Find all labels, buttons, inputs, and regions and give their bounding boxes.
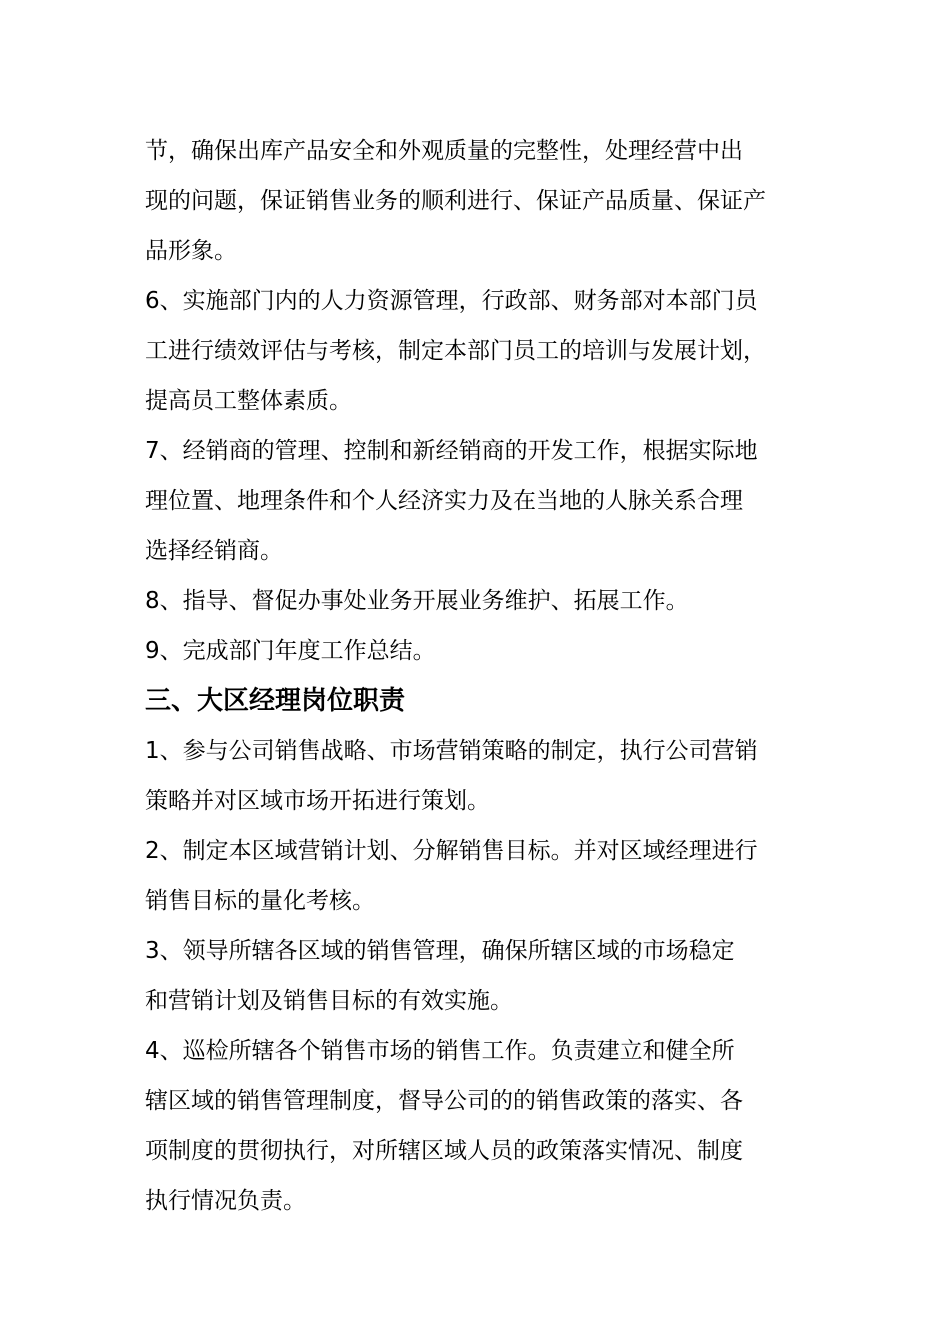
section-heading: 三、大区经理岗位职责 (145, 686, 406, 716)
text-line: 品形象。 (145, 238, 237, 264)
text-line: 提高员工整体素质。 (145, 388, 352, 414)
document-page (145, 126, 815, 1226)
paragraph-item-3 (145, 926, 815, 1026)
paragraph-item-9 (145, 626, 815, 676)
text-line: 9、完成部门年度工作总结。 (145, 638, 436, 664)
text-line: 理位置、地理条件和个人经济实力及在当地的人脉关系合理 (145, 488, 743, 514)
text-line: 4、巡检所辖各个销售市场的销售工作。负责建立和健全所 (145, 1038, 735, 1064)
text-line: 辖区域的销售管理制度，督导公司的的销售政策的落实、各 (145, 1088, 743, 1114)
paragraph-item-8 (145, 576, 815, 626)
text-line: 8、指导、督促办事处业务开展业务维护、拓展工作。 (145, 588, 689, 614)
text-line: 和营销计划及销售目标的有效实施。 (145, 988, 513, 1014)
text-line: 策略并对区域市场开拓进行策划。 (145, 788, 490, 814)
paragraph-continuation (145, 126, 815, 276)
paragraph-item-2 (145, 826, 815, 926)
text-line: 7、经销商的管理、控制和新经销商的开发工作，根据实际地 (145, 438, 758, 464)
text-line: 项制度的贯彻执行，对所辖区域人员的政策落实情况、制度 (145, 1138, 743, 1164)
text-line: 执行情况负责。 (145, 1188, 306, 1214)
text-line: 销售目标的量化考核。 (145, 888, 375, 914)
text-line: 节，确保出库产品安全和外观质量的完整性，处理经营中出 (145, 138, 743, 164)
text-line: 2、制定本区域营销计划、分解销售目标。并对区域经理进行 (145, 838, 758, 864)
text-line: 3、领导所辖各区域的销售管理，确保所辖区域的市场稳定 (145, 938, 735, 964)
text-line: 选择经销商。 (145, 538, 283, 564)
text-line: 6、实施部门内的人力资源管理，行政部、财务部对本部门员 (145, 288, 758, 314)
paragraph-item-6 (145, 276, 815, 426)
paragraph-item-1 (145, 726, 815, 826)
paragraph-item-4 (145, 1026, 815, 1226)
text-line: 现的问题，保证销售业务的顺利进行、保证产品质量、保证产 (145, 188, 766, 214)
text-line: 1、参与公司销售战略、市场营销策略的制定，执行公司营销 (145, 738, 758, 764)
text-line: 工进行绩效评估与考核，制定本部门员工的培训与发展计划， (145, 338, 766, 364)
paragraph-item-7 (145, 426, 815, 576)
